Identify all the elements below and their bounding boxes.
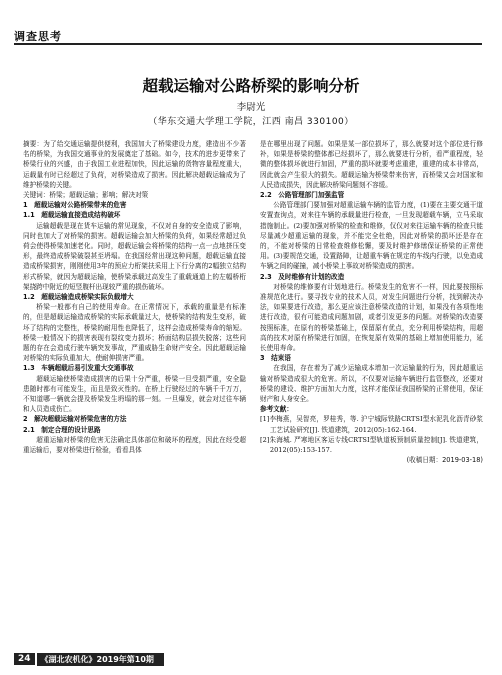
keywords: 关键词：桥梁；超载运输；影响；解决对策	[23, 191, 149, 200]
subsection-heading: 1.3 车辆超载后易引发重大交通事故	[23, 364, 134, 373]
paragraph: 超重运输对桥梁的危害无法确定具体部位和破坏的程度，因此在经受超重运输后，要对桥梁进行检验，看看具体	[23, 435, 246, 455]
author: 李尉光	[236, 102, 266, 113]
section-heading: 2 解决超载运输对桥梁危害的方法	[23, 415, 127, 424]
page-number: 24	[14, 653, 35, 665]
paragraph: 桥梁一般都有自己的使用寿命。在正常情况下，承载的重量是有标准的，但是超载运输造成桥梁的实际承载量过大，使桥梁的结构发生变形，破坏了结构的完整性，桥梁的耐用性也降低了，这样会造成桥梁寿命的缩短。桥梁一般情况下的损害表现有裂纹变力损坏；桥面结构层损失脱落；这些问题的存在会造成行驶车辆突发事故，严重威胁生命财产安全。因此超载运输对桥梁的实际负重加大，使耐伸损害严重。	[23, 303, 246, 363]
paragraph: 超载运输使桥梁造成损害的后果十分严重，桥梁一旦受损严重，安全隐患随时都有可能发生，而且是致灭性的。在桥上行驶经过的车辆千千万万，不知道哪一辆就会提及桥梁发生坍塌的那一刻。一旦爆发，就会对过往车辆和人员造成伤亡。	[23, 374, 246, 414]
subsection-heading: 2.2 公路管理部门加强监管	[260, 191, 345, 200]
paragraph: 在我国，存在着为了减少运输成本增加一次运输量的行为，因此超重运输对桥梁造成很大的危害。所以，不仅要对运输车辆进行监管整改，还要对桥梁的建设、维护方面加大力度，这样才能保证我国桥梁的正常使用，保证财产和人身安全。	[260, 364, 483, 404]
section-tag: 调查思考	[14, 30, 62, 43]
abstract: 摘要：为了给交通运输提供便利，我国加大了桥梁建设力度，建造出不少著名的桥梁，为我国交通事业的发展奠定了基础。如今，技术的进步更带来了桥梁行业的兴盛，由于我国工业进程加快，因此运输的货物容量程度重大，运载量有时已经超过了负荷，对桥梁造成了损害。因此解决超载运输成为了维护桥梁的关键。	[23, 140, 246, 189]
paragraph: 运输超载是现在货车运输的常见现象，不仅对自身的安全造成了影响，同时也加大了对桥梁的损害。超载运输会加大桥梁的负荷，如果经常超过负荷会使得桥梁加速老化。同时，超载运输会将桥梁的结构一点一点地挤压变形，最终造成桥梁破裂甚至坍塌。在我国经常出现这种问题，超载运输直接造成桥梁损害，刚刚使用3年的预应力桁架扶采用上下行分离的2幅独立结构形式桥梁，就因为超载运输，使桥梁承载过高发生了重载通道上的左幅桥桁架挠跨中附近的短竖腹杆出现较严重的损伤破坏。	[23, 221, 246, 291]
received-date: (收稿日期：2019-03-18)	[406, 456, 483, 465]
affiliation: （华东交通大学理工学院，江西 南昌 330100）	[148, 117, 354, 127]
paragraph: 公路管理部门要加强对超重运输车辆的监管力度，(1)要在主要交通干道安置查询点，对来往车辆的承载量进行检查，一旦发现超载车辆，立马采取措施制止。(2)要加强对桥梁的检查和维修，仅仅对来往运输车辆的检查只能尽量减少超重运输的现象，并不能完全杜绝，因此对桥梁的损坏还是存在的，不能对桥梁的日常检查维修松懈，要及时维护修缮保证桥梁的正常使用。(3)要规范交通，设置路障，让超重车辆在规定的车线内行驶，以免造成车辆之间的碰撞，减小桥梁上事故对桥梁造成的损害。	[260, 201, 483, 271]
subsection-heading: 2.1 制定合理的设计思路	[23, 425, 101, 434]
left-column	[23, 139, 246, 455]
references-heading: 参考文献：	[260, 405, 293, 414]
journal-name: 《湖北农机化》2019年第10期	[37, 653, 164, 666]
subsection-heading: 1.1 超载运输直接造成结构破坏	[23, 211, 121, 220]
footer	[14, 652, 164, 666]
right-column	[260, 139, 483, 466]
paragraph: 是在哪里出现了问题。如果是某一部位损坏了，那么就要对这个部位进行修补，如果是桥梁的整体都已经损坏了，那么就要进行分析，看严重程度，轻微的整体损坏就进行加固，严重的损坏就要考虑重建，重建的成本非常高，因此就会产生很大的损失。超载运输为桥梁带来伤害，而桥梁又会对国家和人民造成损失，因此解决桥梁问题刻不容缓。	[260, 140, 483, 189]
header-rule	[14, 43, 482, 45]
section-heading: 1 超载运输对公路桥梁带来的危害	[23, 201, 127, 210]
section-heading: 3 结束语	[260, 354, 291, 363]
reference-item: [2]朱海城. 严寒地区客运专线CRTSⅠ型轨道板预制质量控制[J]. 铁道建筑，2012(05):153-157.	[260, 435, 483, 455]
subsection-heading: 1.2 超载运输造成桥梁实际负载增大	[23, 293, 134, 302]
paragraph: 对桥梁的维修要有计划地进行。桥梁发生的危害不一样，因此要按照标准规范化进行。要寻找专业的技术人员，对发生问题进行分析，找到解决办法，如果要进行改造，那么更应该注意桥梁改造的计划，如果没有各项性地进行改造，很有可能造成问题加剧，或者引发更多的问题。对桥梁的改造要按照标准，在原有的桥梁基础上，保留原有优点，充分利用桥梁结构，用超高的技术对原有桥梁进行加固，在恢复原有效果的基础上增加使用能力，延长使用寿命。	[260, 282, 483, 353]
reference-item: [1]李梅燕，吴智亮，罗桂秀，等. 沪宁城际铁路CRTSⅠ型水泥乳化沥青砂浆工艺试验研究[J]. 铁道建筑，2012(05):162-164.	[260, 415, 483, 434]
subsection-heading: 2.3 及时维修有计划的改造	[260, 272, 345, 281]
article-title: 超载运输对公路桥梁的影响分析	[142, 77, 360, 95]
